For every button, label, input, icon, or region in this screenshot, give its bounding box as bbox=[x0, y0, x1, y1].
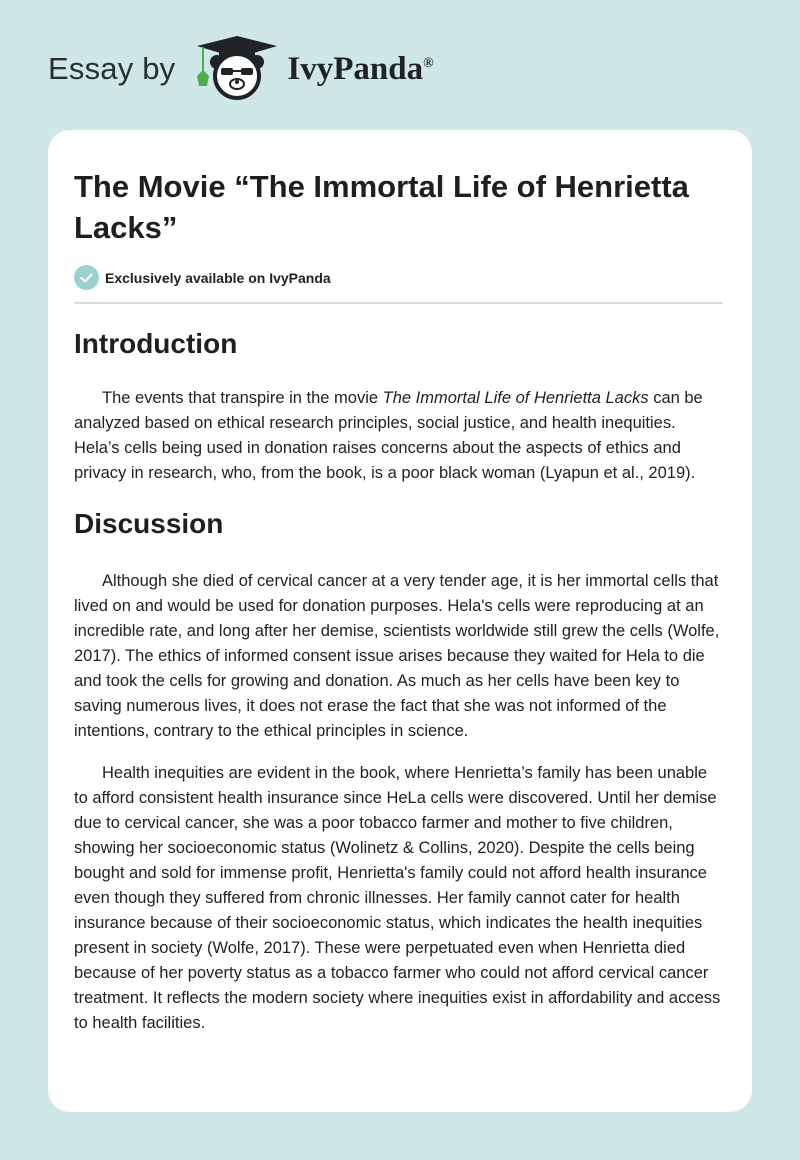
brand-name[interactable] bbox=[287, 51, 433, 88]
site-header bbox=[48, 34, 434, 104]
paragraph-text: can be analyzed based on ethical research principles, social justice, and health inequities. Hela’s cells being used in donation raises concerns about the aspects of ethics and privacy in research, who, from the book, is a poor black woman (Lyapun et al., 2019). bbox=[74, 389, 703, 482]
paragraph: Health inequities are evident in the book, where Henrietta’s family has been unable to afford consistent health insurance since HeLa cells were discovered. Until her demise due to cervical cancer, she was a poor tobacco farmer and mother to five children, showing her socioeconomic status (Wolinetz & Collins, 2020). Despite the cells being bought and sold for immense profit, Henrietta's family could not afford health insurance even though they suffered from chronic illnesses. Her family cannot cater for health insurance because of their socioeconomic status, which indicates the health inequities present in society (Wolfe, 2017). These were perpetuated even when Henrietta died because of her poverty status as a tobacco farmer who could not afford cervical cancer treatment. It reflects the modern society where inequities exist in affordability and access to health facilities. bbox=[74, 764, 721, 1032]
section-heading-introduction: Introduction bbox=[74, 328, 238, 359]
brand-text: IvyPanda bbox=[287, 50, 424, 87]
movie-title-italic: The Immortal Life of Henrietta Lacks bbox=[382, 389, 649, 407]
paragraph-text: The events that transpire in the movie bbox=[102, 389, 383, 407]
registered-mark: ® bbox=[423, 55, 434, 71]
divider bbox=[74, 302, 723, 304]
panda-logo-icon[interactable] bbox=[195, 32, 279, 107]
essay-by-label: Essay by bbox=[48, 51, 176, 86]
check-icon bbox=[74, 265, 99, 290]
section-heading-discussion: Discussion bbox=[74, 508, 224, 539]
page-title: The Movie “The Immortal Life of Henrietta Lacks” bbox=[74, 169, 689, 245]
paragraph: Although she died of cervical cancer at a very tender age, it is her immortal cells that lived on and would be used for donation purposes. Hela's cells were reproducing at an incredible rate, and long after her demise, scientists worldwide still grew the cells (Wolfe, 2017). The ethics of informed consent issue arises because they waited for Hela to die and took the cells for growing and donation. As much as her cells have been key to saving numerous lives, it does not erase the fact that she was not informed of the intentions, contrary to the ethical principles in science. bbox=[74, 572, 720, 740]
exclusive-badge bbox=[74, 265, 723, 290]
essay-card bbox=[48, 130, 752, 1112]
paragraph bbox=[74, 386, 723, 486]
exclusive-text: Exclusively available on IvyPanda bbox=[105, 269, 331, 286]
